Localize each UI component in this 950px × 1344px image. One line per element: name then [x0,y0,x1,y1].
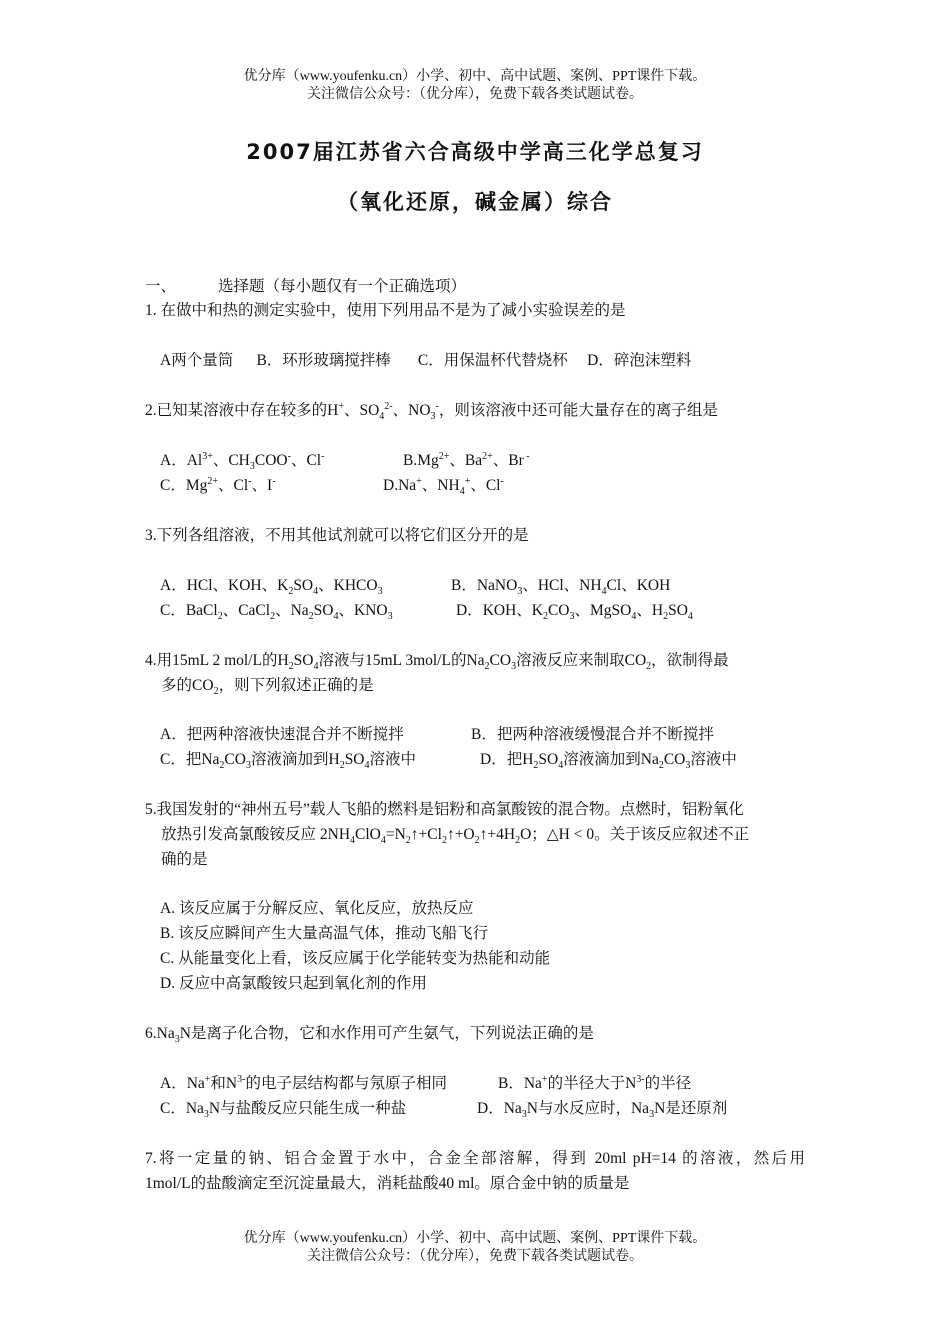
title-line-2: （氧化还原，碱金属）综合 [337,190,613,214]
q2-option-b: $B.Mg^{2+}$、$Ba^{2+}$、Br - [403,450,530,469]
question-1-stem: 1. 在做中和热的测定实验中，使用下列用品不是为了减小实验误差的是 [145,302,626,319]
question-1-options [160,350,691,372]
question-5-line-2: 放热引发高氯酸铵反应 $2NH_4ClO_4=N_2↑+Cl_2↑+O_2↑+4H_2O$；△H < 0。关于该反应叙述不正 [161,826,750,847]
header-line-2: 关注微信公众号：（优分库），免费下载各类试题试卷。 [307,87,643,102]
q5-option-d: D. 反应中高氯酸铵只起到氧化剂的作用 [160,975,427,992]
q2-option-c: C．$Mg^{2+}$、Cl-、I- [160,475,276,494]
question-3-stem: 3.下列各组溶液，不用其他试剂就可以将它们区分开的是 [145,527,529,544]
q5-option-a: A. 该反应属于分解反应、氧化反应，放热反应 [160,900,474,917]
question-5-line-1: 5.我国发射的“神州五号”载人飞船的燃料是铝粉和高氯酸铵的混合物。点燃时，铝粉氧化 [145,801,744,818]
q2-option-a: A．$Al^{3+}$、$CH_3COO^-$、Cl- [160,450,325,473]
q6-option-a: A．Na+和$N^{3-}$的电子层结构都与氖原子相同 [160,1073,447,1092]
q6-option-d: D．$Na_3N$与水反应时，$Na_3N$是还原剂 [477,1100,728,1121]
q1-option-a: A两个量筒 [160,352,234,369]
q3-option-d: D．KOH、$K_2CO_3$、MgSO$_4$、$H_2SO_4$ [456,602,693,623]
question-2-stem: 2.已知某溶液中存在较多的H+、$SO_4^{2-}$、$NO_3^-$，则该溶液中还可能大量存在的离子组是 [145,400,718,423]
section-number: 一、 [145,278,177,295]
q3-option-a: A．HCl、KOH、$K_2SO_4$、$KHCO_3$ [160,577,383,598]
question-4-stem: 4.用15mL 2 mol/L的$H_2SO_4$溶液与15mL 3mol/L的$Na_2CO_3$溶液反应来制取$CO_2$，欲制得最 [145,652,729,673]
question-7-line-2: 1mol/L的盐酸滴定至沉淀量最大，消耗盐酸40 ml。原合金中钠的质量是 [145,1175,630,1192]
q1-option-b: B．环形玻璃搅拌棒 [256,352,391,369]
footer-line-2: 关注微信公众号：（优分库），免费下载各类试题试卷。 [307,1249,643,1264]
q6-option-b: B．Na+的半径大于$N^{3-}$的半径 [498,1073,692,1092]
footer-line-1: 优分库（www.youfenku.cn）小学、初中、高中试题、案例、PPT课件下载。 [243,1231,707,1246]
q4-option-a: A．把两种溶液快速混合并不断搅拌 [160,726,404,743]
q3-option-b: B．NaNO$_3$、HCl、$NH_4Cl$、KOH [451,577,671,598]
section-heading [145,276,466,298]
q6-option-c: C．$Na_3N$与盐酸反应只能生成一种盐 [160,1100,407,1121]
q2-option-d: D.Na+、$NH_4^+$、Cl- [383,475,504,498]
question-6-stem: $6.Na_3N$是离子化合物，它和水作用可产生氨气，下列说法正确的是 [145,1025,594,1046]
q4-option-c: C．把$Na_2CO_3$溶液滴加到$H_2SO_4$溶液中 [160,751,417,772]
question-7-line-1: 7.将一定量的钠、铝合金置于水中，合金全部溶解，得到 20ml pH=14 的溶液，然后用 [145,1150,805,1167]
question-4-stem-cont: 多的$CO_2$，则下列叙述正确的是 [161,677,374,698]
question-5-line-3: 确的是 [161,851,208,868]
title-line-1: 2007届江苏省六合高级中学高三化学总复习 [246,140,704,164]
section-title: 选择题（每小题仅有一个正确选项） [218,278,467,295]
q1-option-c: C．用保温杯代替烧杯 [417,352,568,369]
q1-option-d: D．碎泡沫塑料 [587,352,692,369]
q5-option-c: C. 从能量变化上看，该反应属于化学能转变为热能和动能 [160,950,551,967]
header-line-1: 优分库（www.youfenku.cn）小学、初中、高中试题、案例、PPT课件下载。 [243,69,707,84]
q4-option-b: B．把两种溶液缓慢混合并不断搅拌 [471,726,714,743]
q5-option-b: B. 该反应瞬间产生大量高温气体，推动飞船飞行 [160,925,489,942]
q4-option-d: D．把$H_2SO_4$溶液滴加到$Na_2CO_3$溶液中 [480,751,737,772]
q3-option-c: C．BaCl$_2$、CaCl$_2$、$Na_2SO_4$、$KNO_3$ [160,602,393,623]
